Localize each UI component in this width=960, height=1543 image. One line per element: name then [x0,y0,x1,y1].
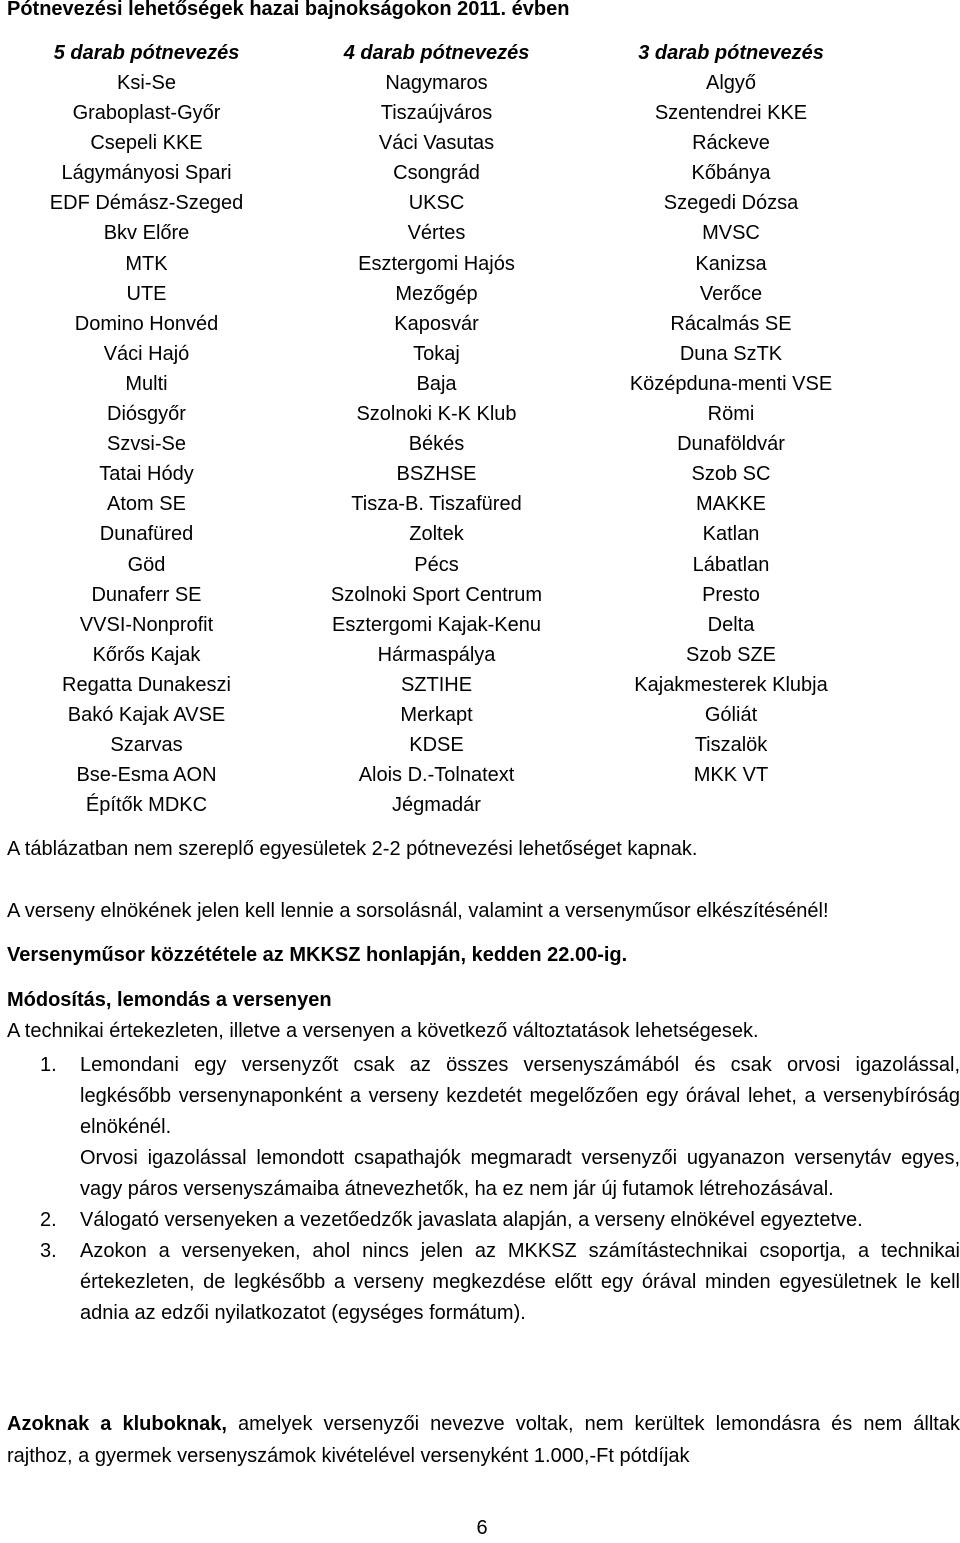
column-heading: 5 darab pótnevezés [53,42,240,64]
club-name: Szob SZE [685,643,777,666]
club-name: Atom SE [107,493,186,516]
club-name: Rácalmás SE [670,312,792,335]
club-name: Baja [416,372,457,395]
club-name: Lágymányosi Spari [61,162,232,185]
list-item-1 [0,1050,960,1143]
club-name: Multi [125,372,168,395]
club-name: Csongrád [393,162,480,185]
club-name: UTE [126,282,167,305]
club-name: Zoltek [409,523,464,546]
club-name: Göd [127,553,166,576]
club-name: Jégmadár [392,794,481,817]
club-name: Tatai Hódy [99,463,194,486]
club-name: Ksi-Se [117,72,176,94]
club-name: KDSE [409,734,464,757]
club-name: UKSC [408,192,465,215]
club-name: Góliát [704,703,758,726]
club-name: MAKKE [695,493,767,516]
club-name: MVSC [702,222,760,245]
club-name: Szarvas [110,734,183,757]
club-name: Hármaspálya [377,643,496,666]
club-name: Römi [707,403,755,426]
club-name: Bkv Előre [103,222,190,245]
final-bold: Azoknak a kluboknak, [7,1413,227,1435]
club-name: MTK [125,252,168,275]
list-item-2 [0,1205,960,1236]
club-name: Lábatlan [692,553,770,576]
club-name: Algyő [705,72,757,94]
modification-intro: A technikai értekezleten, illetve a versenyen a következő változtatások lehetségesek. [7,1020,759,1042]
column-3-entries [580,38,882,790]
club-name: Merkapt [400,703,473,726]
club-name: Domino Honvéd [74,312,219,335]
club-name: Szentendrei KKE [654,102,808,125]
club-name: Szolnoki Sport Centrum [330,583,543,606]
club-name: Szvsi-Se [107,433,186,456]
club-name: Esztergomi Kajak-Kenu [332,613,541,636]
column-heading: 4 darab pótnevezés [343,42,530,64]
page-number: 6 [476,1517,488,1539]
list-text: Válogató versenyeken a vezetőedzők javaslata alapján, a verseny elnökével egyeztetve. [80,1209,863,1231]
club-name: Vértes [407,222,466,245]
list-number: 2. [40,1209,57,1231]
club-name: Szob SC [691,463,771,486]
club-name: Presto [702,583,760,606]
column-5-entries [0,38,293,820]
club-name: Építők MDKC [85,794,208,817]
club-name: MKK VT [693,764,769,787]
club-name: Duna SzTK [679,342,783,365]
club-name: Tisza-B. Tiszafüred [351,493,522,516]
list-item-1-extra: Orvosi igazolással lemondott csapathajók megmaradt versenyzői ugyanazon versenytáv egyes, vagy páros versenyszámaiba átnevezhetők, ha ez nem jár új futamok létrehozásával. [80,1147,960,1200]
club-name: Mezőgép [395,282,478,305]
club-name: Dunaföldvár [677,433,785,456]
club-name: Esztergomi Hajós [358,252,515,275]
club-name: Szolnoki K-K Klub [356,403,517,426]
list-text: Azokon a versenyeken, ahol nincs jelen az MKKSZ számítástechnikai csoportja, a technikai értekezleten, de legkésőbb a verseny megkezdése előtt egy órával minden egyesületnek le kell adnia az edzői nyilatkozatot (egységes formátum). [80,1240,960,1324]
list-number: 1. [40,1054,57,1076]
club-name: Tokaj [413,342,460,365]
club-name: Tiszaújváros [380,102,493,125]
club-name: Szegedi Dózsa [663,192,799,215]
club-name: Kőbánya [691,162,771,185]
club-name: Ráckeve [692,132,770,155]
club-name: SZTIHE [400,673,473,696]
club-name: Váci Vasutas [378,132,495,155]
list-text: Lemondani egy versenyzőt csak az összes versenyszámából és csak orvosi igazolással, legkésőbb versenynaponként a verseny kezdetét megelőzően egy órával lehet, a versenybíróság elnökénél. [80,1054,960,1138]
page-title: Pótnevezési lehetőségek hazai bajnokságokon 2011. évben [7,0,570,20]
column-4-entries [290,38,583,820]
final-rest: amelyek versenyzői nevezve voltak, nem kerültek lemondásra és nem álltak rajthoz, a gyermek versenyszámok kivételével versenyként 1.000,-Ft pótdíjak [7,1413,960,1467]
club-name: Dunaferr SE [91,583,202,606]
club-name: EDF Démász-Szeged [49,192,244,215]
club-name: Bse-Esma AON [76,764,217,787]
note-other-clubs: A táblázatban nem szereplő egyesületek 2-2 pótnevezési lehetőséget kapnak. [7,838,698,860]
club-name: Pécs [414,553,459,576]
club-name: Alois D.-Tolnatext [358,764,515,787]
club-name: Delta [707,613,755,636]
list-number: 3. [40,1240,57,1262]
club-name: Váci Hajó [103,342,190,365]
club-name: Kaposvár [394,312,479,335]
final-paragraph [7,1408,960,1472]
column-heading: 3 darab pótnevezés [638,42,824,64]
modification-title: Módosítás, lemondás a versenyen [7,989,332,1011]
club-name: Nagymaros [385,72,488,94]
note-president: A verseny elnökének jelen kell lennie a sorsolásnál, valamint a versenyműsor elkészítésénél! [7,900,829,922]
club-name: Békés [408,433,465,456]
club-name: Bakó Kajak AVSE [67,703,226,726]
club-name: Tiszalök [694,734,768,757]
list-item-3 [0,1236,960,1329]
club-name: Verőce [699,282,763,305]
club-name: Diósgyőr [107,403,186,426]
club-name: Kanizsa [695,252,767,275]
club-name: Katlan [702,523,760,546]
club-name: Csepeli KKE [90,132,203,155]
club-name: Dunafüred [99,523,194,546]
club-name: Regatta Dunakeszi [62,673,231,696]
club-name: Kajakmesterek Klubja [634,673,828,696]
club-name: VVSI-Nonprofit [79,613,214,636]
club-name: Graboplast-Győr [72,102,221,125]
club-name: BSZHSE [396,463,477,486]
modification-list [0,1050,960,1329]
club-name: Középduna-menti VSE [629,372,833,395]
club-name: Kőrős Kajak [92,643,201,666]
note-publication: Versenyműsor közzététele az MKKSZ honlapján, kedden 22.00-ig. [7,944,628,966]
